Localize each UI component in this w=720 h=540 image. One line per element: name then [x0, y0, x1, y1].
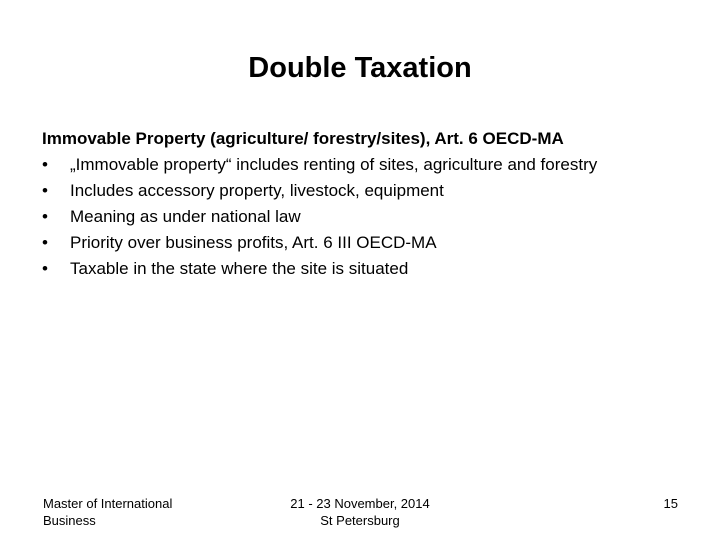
- list-item-text: Priority over business profits, Art. 6 III OECD-MA: [70, 233, 437, 252]
- list-item-text: „Immovable property“ includes renting of sites, agriculture and forestry: [70, 155, 598, 174]
- list-item-text: Includes accessory property, livestock, equipment: [70, 181, 444, 200]
- footer-date-location: [260, 495, 460, 529]
- bullet-icon: •: [42, 259, 48, 278]
- slide-title: Double Taxation: [248, 52, 472, 84]
- bullet-list: [42, 154, 682, 280]
- bullet-icon: •: [42, 181, 48, 200]
- list-item-text: Meaning as under national law: [70, 207, 301, 226]
- section-heading: Immovable Property (agriculture/ forestry/sites), Art. 6 OECD-MA: [42, 129, 564, 148]
- list-item-text: Taxable in the state where the site is situated: [70, 259, 409, 278]
- page-number: 15: [663, 496, 678, 511]
- footer-location: St Petersburg: [320, 513, 400, 528]
- list-item: [42, 258, 682, 280]
- footer-course-line1: Master of International: [43, 496, 173, 511]
- list-item: [42, 232, 682, 254]
- bullet-icon: •: [42, 155, 48, 174]
- footer-course-line2: Business: [43, 513, 96, 528]
- list-item: [42, 154, 682, 176]
- bullet-icon: •: [42, 233, 48, 252]
- slide-content: [42, 128, 682, 280]
- footer-date: 21 - 23 November, 2014: [290, 496, 430, 511]
- list-item: [42, 206, 682, 228]
- bullet-icon: •: [42, 207, 48, 226]
- list-item: [42, 180, 682, 202]
- footer-course: [43, 495, 223, 529]
